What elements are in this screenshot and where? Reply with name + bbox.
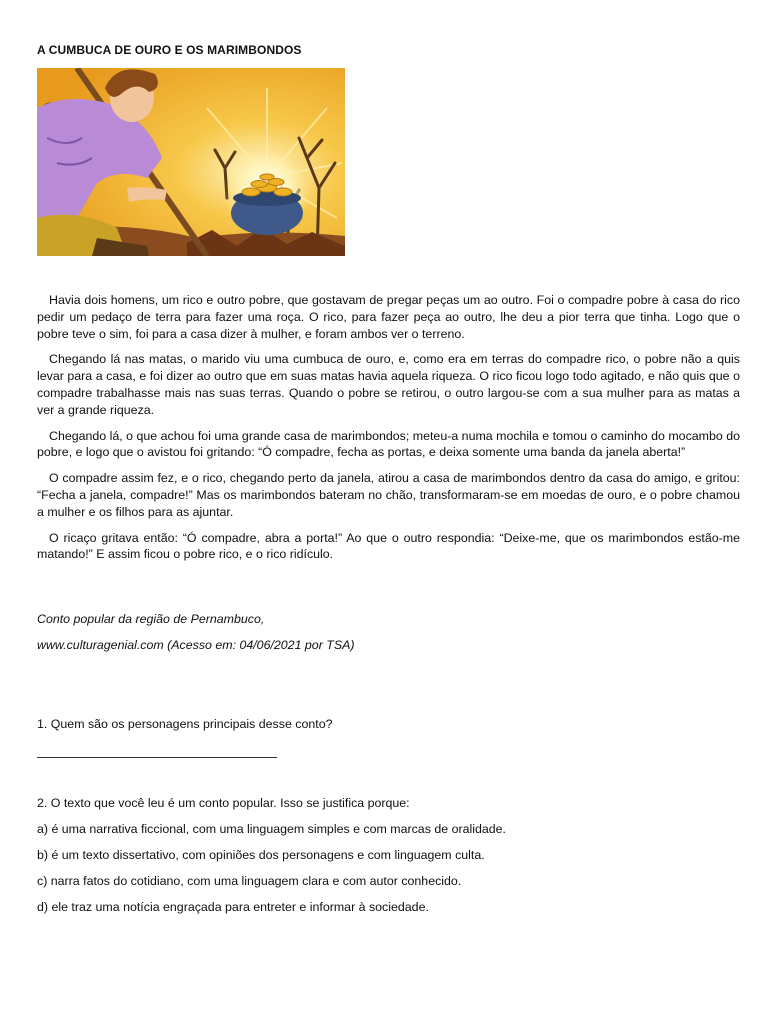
- option-a: a) é uma narrativa ficcional, com uma linguagem simples e com marcas de oralidade.: [37, 822, 506, 836]
- story-paragraph-3: Chegando lá, o que achou foi uma grande casa de marimbondos; meteu-a numa mochila e tomou o caminho do mocambo do pobre, e logo que o avistou foi gritando: “Ó compadre, fecha as portas, e deixa somente uma banda da janela aberta!”: [37, 428, 740, 460]
- question-2: 2. O texto que você leu é um conto popular. Isso se justifica porque:: [37, 796, 410, 810]
- source-region: Conto popular da região de Pernambuco,: [37, 612, 265, 626]
- story-paragraph-5: O ricaço gritava então: “Ó compadre, abra a porta!” Ao que o outro respondia: “Deixe-me, que os marimbondos estão-me matando!” E assim ficou o pobre rico, e o rico ridículo.: [37, 530, 740, 562]
- option-d: d) ele traz uma notícia engraçada para entreter e informar à sociedade.: [37, 900, 429, 914]
- answer-line[interactable]: [37, 745, 277, 758]
- story-text: [37, 292, 740, 572]
- story-paragraph-2: Chegando lá nas matas, o marido viu uma cumbuca de ouro, e, como era em terras do compadre rico, o pobre não a quis levar para a casa, e foi dizer ao outro que em suas matas havia aquela riqueza. O rico ficou logo todo agitado, e não quis que o compadre trabalhasse mais nas suas terras. Quando o pobre se retirou, o outro largou-se com a sua mulher para as matas a ver a grande riqueza.: [37, 352, 740, 417]
- question-1: 1. Quem são os personagens principais desse conto?: [37, 717, 333, 731]
- option-c: c) narra fatos do cotidiano, com uma linguagem clara e com autor conhecido.: [37, 874, 462, 888]
- source-website: www.culturagenial.com (Acesso em: 04/06/2021 por TSA): [37, 638, 355, 652]
- story-paragraph-1: Havia dois homens, um rico e outro pobre, que gostavam de pregar peças um ao outro. Foi o compadre pobre à casa do rico pedir um pedaço de terra para fazer uma roça. O rico, para fazer peça ao outro, lhe deu a pior terra que tinha. Logo que o pobre teve o sim, foi para a casa dizer à mulher, e foram ambos ver o terreno.: [37, 293, 740, 341]
- story-title: A CUMBUCA DE OURO E OS MARIMBONDOS: [37, 43, 302, 57]
- story-paragraph-4: O compadre assim fez, e o rico, chegando perto da janela, atirou a casa de marimbondos dentro da casa do amigo, e gritou: “Fecha a janela, compadre!” Mas os marimbondos bateram no chão, transformaram-se em moedas de ouro, e o pobre chamou a mulher e os filhos para as ajuntar.: [37, 471, 740, 519]
- option-b: b) é um texto dissertativo, com opiniões dos personagens e com linguagem culta.: [37, 848, 485, 862]
- story-illustration: [37, 68, 345, 256]
